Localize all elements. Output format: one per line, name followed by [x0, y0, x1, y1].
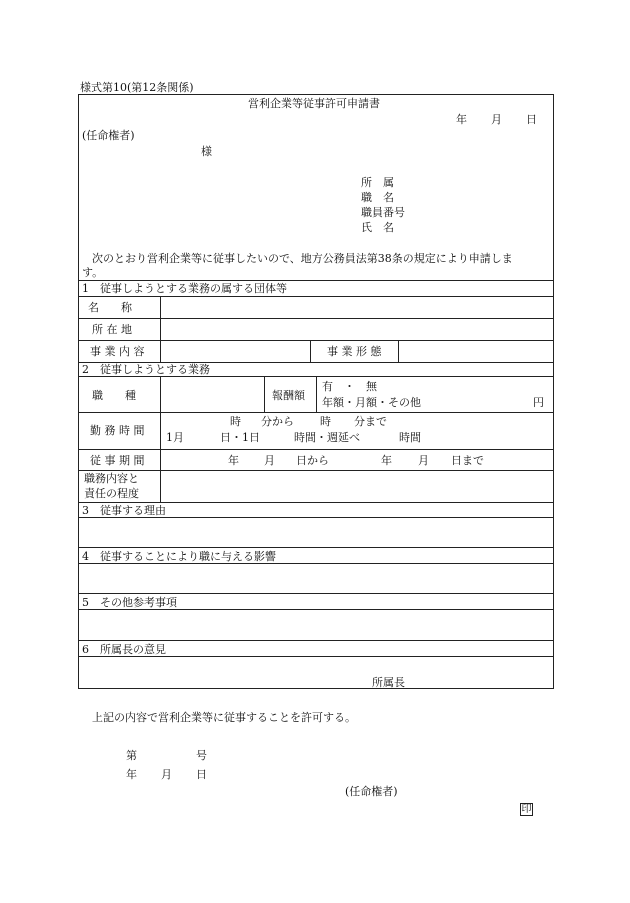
applicant-position: 職 名: [361, 191, 394, 204]
business-form-left: [310, 340, 311, 362]
org-name-label: 名 称: [88, 301, 132, 314]
hours-day: 日・1日: [220, 431, 260, 444]
job-type-label: 職 種: [92, 389, 136, 402]
rule-location-row: [78, 340, 554, 341]
approval-appointer: (任命権者): [345, 785, 398, 798]
pay-label-left: [264, 376, 265, 412]
pay-yes-no[interactable]: 有 ・ 無: [322, 380, 377, 393]
rule-section4-heading: [78, 563, 554, 564]
hours-from-hour: 時: [230, 415, 241, 428]
org-location-label: 所 在 地: [92, 323, 132, 336]
date-year: 年: [456, 113, 467, 126]
section6-heading: 6 所属長の意見: [82, 643, 166, 656]
section3-heading: 3 従事する理由: [82, 504, 166, 517]
period-label: 従 事 期 間: [90, 454, 145, 467]
rule-job-row: [78, 412, 554, 413]
org-location-field[interactable]: [162, 320, 552, 338]
supervisor-opinion-field[interactable]: [80, 658, 552, 674]
approval-year: 年: [126, 768, 137, 781]
period-to-month: 月: [418, 454, 429, 467]
appointer-label: (任命権者): [82, 129, 135, 142]
hours-week-total: 時間・週延べ: [294, 431, 360, 444]
approval-seal: 印: [521, 804, 532, 815]
hours-month: 1月: [166, 431, 184, 444]
business-content-label: 事 業 内 容: [90, 345, 145, 358]
business-form-label: 事 業 形 態: [327, 345, 382, 358]
rule-section3-heading: [78, 517, 554, 518]
business-content-field[interactable]: [162, 342, 308, 360]
rule-section1-top: [78, 280, 554, 281]
rule-section4-body: [78, 593, 554, 594]
org-name-field[interactable]: [162, 298, 552, 316]
hours-to-minute: 分まで: [354, 415, 387, 428]
hours-to-hour: 時: [320, 415, 331, 428]
pay-period[interactable]: 年額・月額・その他: [322, 396, 421, 409]
period-from-day: 日から: [296, 454, 329, 467]
duties-label-line2: 責任の程度: [84, 487, 139, 500]
approval-no-suffix: 号: [196, 749, 207, 762]
duties-field[interactable]: [162, 472, 552, 500]
approval-no-prefix: 第: [126, 749, 137, 762]
rule-period-row: [78, 470, 554, 471]
applicant-name: 氏 名: [361, 221, 394, 234]
rule-name-row: [78, 318, 554, 319]
form-title: 営利企業等従事許可申請書: [248, 97, 380, 110]
supervisor-signature: 所属長: [372, 676, 405, 689]
rule-section3-body: [78, 547, 554, 548]
rule-section5-heading: [78, 609, 554, 610]
rule-hours-row: [78, 449, 554, 450]
date-month: 月: [491, 113, 502, 126]
period-from-year: 年: [228, 454, 239, 467]
section4-heading: 4 従事することにより職に与える影響: [82, 550, 276, 563]
business-form-right: [398, 340, 399, 362]
reason-field[interactable]: [80, 519, 552, 545]
period-to-year: 年: [381, 454, 392, 467]
pay-label-right: [316, 376, 317, 412]
period-from-month: 月: [264, 454, 275, 467]
section2-heading: 2 従事しようとする業務: [82, 363, 210, 376]
rule-section1-heading: [78, 296, 554, 297]
sama-label: 様: [201, 145, 212, 158]
rule-section5-body: [78, 640, 554, 641]
hours-from-minute: 分から: [261, 415, 294, 428]
job-type-field[interactable]: [162, 378, 262, 410]
approval-month: 月: [161, 768, 172, 781]
hours-hours: 時間: [399, 431, 421, 444]
period-to-day: 日まで: [451, 454, 484, 467]
section1-heading: 1 従事しようとする業務の属する団体等: [82, 282, 287, 295]
approval-day: 日: [196, 768, 207, 781]
date-day: 日: [526, 113, 537, 126]
label-column-divider-2: [160, 376, 161, 502]
applicant-staff-no: 職員番号: [361, 206, 405, 219]
intro-line-1: 次のとおり営利企業等に従事したいので、地方公務員法第38条の規定により申請しま: [92, 252, 513, 265]
notes-field[interactable]: [80, 611, 552, 638]
rule-duties-row: [78, 502, 554, 503]
rule-section6-heading: [78, 656, 554, 657]
business-form-field[interactable]: [400, 342, 552, 360]
duties-label-line1: 職務内容と: [84, 472, 139, 485]
impact-field[interactable]: [80, 565, 552, 591]
intro-line-2: す。: [82, 266, 104, 279]
pay-label: 報酬額: [272, 389, 305, 402]
pay-unit: 円: [533, 396, 544, 409]
applicant-affiliation: 所 属: [361, 176, 394, 189]
hours-label: 勤 務 時 間: [90, 424, 145, 437]
label-column-divider: [160, 296, 161, 362]
section5-heading: 5 その他参考事項: [82, 596, 177, 609]
approval-statement: 上記の内容で営利企業等に従事することを許可する。: [92, 711, 356, 724]
form-id: 様式第10(第12条関係): [80, 81, 194, 94]
